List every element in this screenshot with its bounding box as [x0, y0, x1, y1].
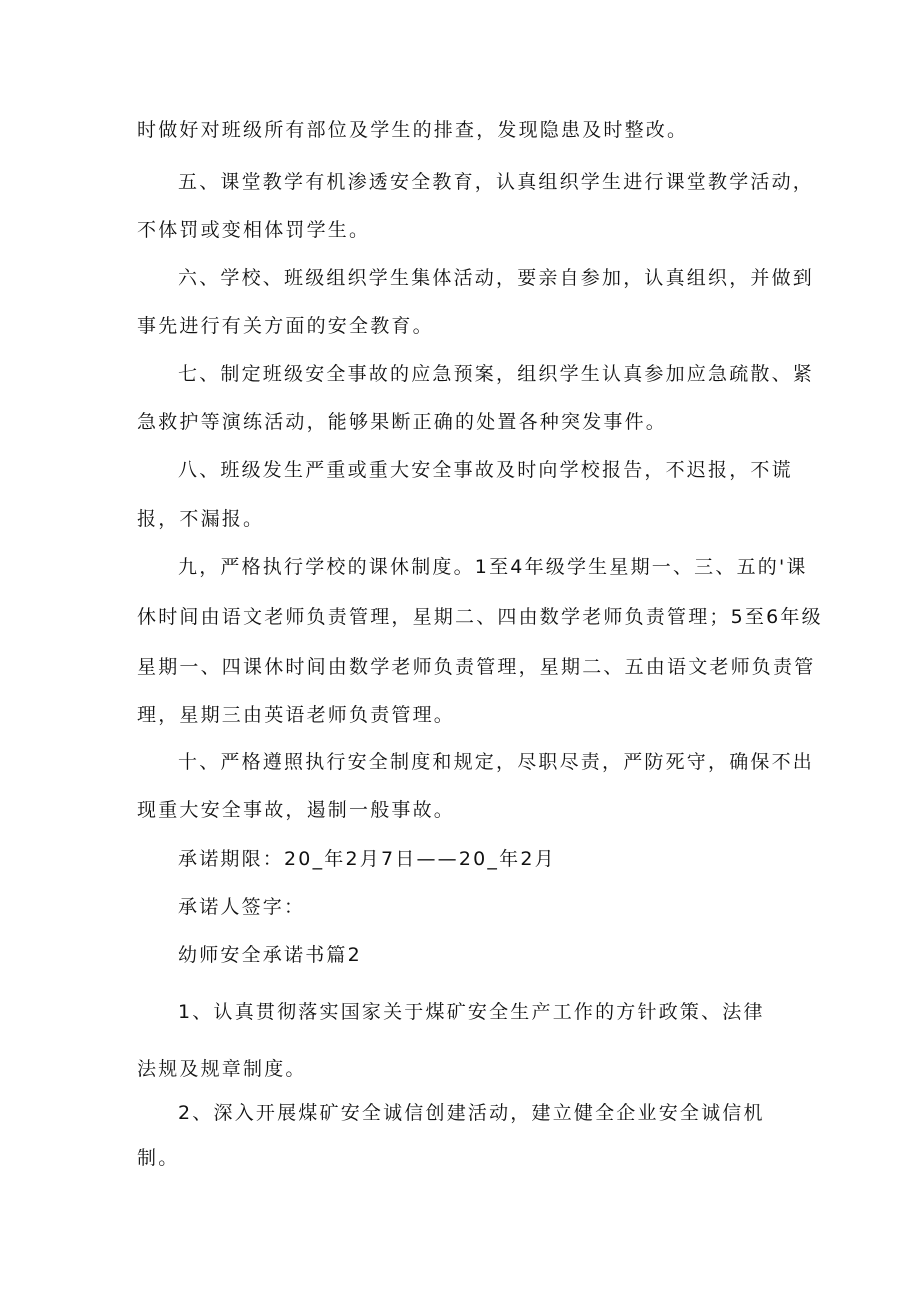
text-line: 十、严格遵照执行安全制度和规定，尽职尽责，严防死守，确保不出 [178, 751, 815, 773]
text-line: 理，星期三由英语老师负责管理。 [137, 704, 456, 726]
text-line: 法规及规章制度。 [137, 1058, 307, 1080]
text-line: 事先进行有关方面的安全教育。 [137, 315, 434, 337]
text-line: 1、认真贯彻落实国家关于煤矿安全生产工作的方针政策、法律 [178, 1001, 765, 1023]
text-line: 2、深入开展煤矿安全诚信创建活动，建立健全企业安全诚信机 [178, 1102, 765, 1124]
text-line: 星期一、四课休时间由数学老师负责管理，星期二、五由语文老师负责管 [137, 656, 816, 678]
text-line: 急救护等演练活动，能够果断正确的处置各种突发事件。 [137, 411, 668, 433]
text-line: 不体罚或变相体罚学生。 [137, 219, 371, 241]
text-line: 六、学校、班级组织学生集体活动，要亲自参加，认真组织，并做到 [178, 267, 815, 289]
text-line: 报，不漏报。 [137, 508, 265, 530]
text-line: 八、班级发生严重或重大安全事故及时向学校报告，不迟报，不谎 [178, 459, 793, 481]
text-line: 时做好对班级所有部位及学生的排查，发现隐患及时整改。 [137, 119, 689, 141]
text-line: 七、制定班级安全事故的应急预案，组织学生认真参加应急疏散、紧 [178, 363, 815, 385]
section-title: 幼师安全承诺书篇2 [178, 944, 362, 966]
text-line: 制。 [137, 1147, 180, 1169]
text-line: 休时间由语文老师负责管理，星期二、四由数学老师负责管理；5至6年级 [137, 606, 823, 628]
text-line: 现重大安全事故，遏制一般事故。 [137, 799, 456, 821]
signature-label: 承诺人签字： [178, 896, 306, 918]
text-line: 五、课堂教学有机渗透安全教育，认真组织学生进行课堂教学活动， [178, 171, 815, 193]
text-line: 九，严格执行学校的课休制度。1至4年级学生星期一、三、五的'课 [178, 556, 808, 578]
commitment-period: 承诺期限：20_年2月7日——20_年2月 [178, 848, 556, 870]
